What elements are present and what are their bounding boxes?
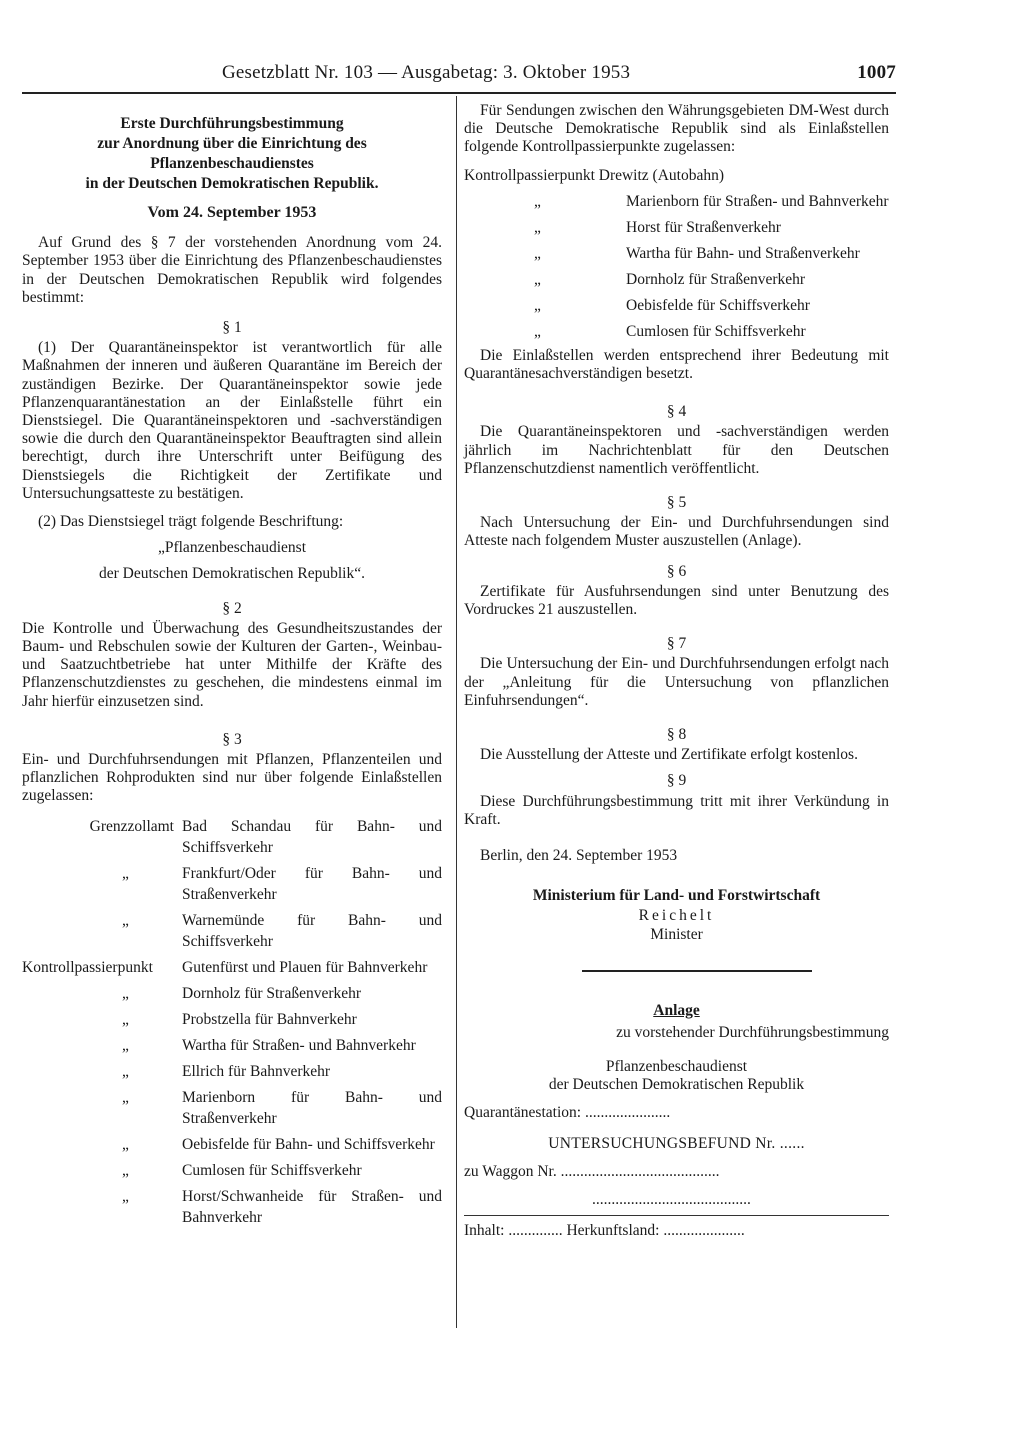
- intro-paragraph: Auf Grund des § 7 der vorstehenden Anordnung vom 24. September 1953 über die Einrichtung des Pflanzenbeschaudienstes in der Deutschen Demokratischen Republik wird folgendes bestimmt:: [22, 234, 442, 306]
- section-6-heading: § 6: [666, 562, 687, 580]
- list-item: [22, 1087, 442, 1129]
- entry-key: „: [122, 1036, 129, 1054]
- form-station-line: Quarantänestation: ......................: [464, 1104, 671, 1122]
- decree-date: Vom 24. September 1953: [147, 204, 317, 221]
- list-item: [22, 1035, 442, 1056]
- title-line: in der Deutschen Demokratischen Republik.: [85, 175, 379, 192]
- entry-value: Gutenfürst und Plauen für Bahnverkehr: [182, 958, 428, 976]
- column-divider: [456, 96, 457, 1328]
- list-item: [22, 910, 442, 952]
- form-header-line: Pflanzenbeschaudienst: [605, 1058, 748, 1076]
- form-inhalt-line: Inhalt: .............. Herkunftsland: .....................: [464, 1222, 745, 1240]
- section-9-text: Diese Durchführungsbestimmung tritt mit ihrer Verkündung in Kraft.: [464, 792, 889, 828]
- entry-value: Cumlosen für Schiffsverkehr: [626, 322, 806, 340]
- section-8-heading: § 8: [666, 726, 687, 744]
- entry-value: Probstzella für Bahnverkehr: [182, 1010, 357, 1028]
- entry-key: „: [122, 1135, 129, 1153]
- form-continuation-line: .........................................: [592, 1190, 751, 1208]
- title-line: Pflanzenbeschaudienstes: [150, 155, 314, 172]
- signer-name: Reichelt: [638, 907, 715, 925]
- entry-key: „: [534, 192, 541, 210]
- section-2-heading: § 2: [222, 599, 242, 617]
- entry-key: „: [122, 1062, 129, 1080]
- signature-rule: [582, 970, 812, 972]
- section-6-text: Zertifikate für Ausfuhrsendungen sind unter Benutzung des Vordruckes 21 auszustellen.: [464, 582, 889, 619]
- list-item: [464, 269, 889, 290]
- entry-value: Horst/Schwanheide für Straßen- und Bahnverkehr: [182, 1187, 442, 1226]
- form-befund-line: UNTERSUCHUNGSBEFUND Nr. ......: [548, 1134, 805, 1152]
- entry-key: „: [122, 864, 129, 882]
- entry-key: „: [122, 1088, 129, 1106]
- seal-line-1: „Pflanzenbeschaudienst: [157, 539, 307, 557]
- form-rule: [464, 1215, 889, 1216]
- list-item: [22, 957, 442, 978]
- ministry-name: Ministerium für Land- und Forstwirtschaft: [532, 887, 821, 905]
- first-checkpoint-entry: Kontrollpassierpunkt Drewitz (Autobahn): [464, 166, 724, 184]
- entry-key: „: [122, 1161, 129, 1179]
- section-1-heading: § 1: [222, 319, 242, 337]
- entry-value: Dornholz für Straßenverkehr: [182, 984, 362, 1002]
- annex-subtitle: zu vorstehender Durchführungsbestimmung: [616, 1024, 889, 1042]
- entry-value: Cumlosen für Schiffsverkehr: [182, 1161, 362, 1179]
- section-4-heading: § 4: [666, 403, 687, 421]
- form-header-line: der Deutschen Demokratischen Republik: [548, 1076, 805, 1094]
- entry-value: Oebisfelde für Schiffsverkehr: [626, 296, 810, 314]
- entry-key: „: [534, 296, 541, 314]
- list-item: [22, 816, 442, 858]
- entry-value: Oebisfelde für Bahn- und Schiffsverkehr: [182, 1135, 435, 1153]
- section-1-paragraph-2: (2) Das Dienstsiegel trägt folgende Beschriftung:: [38, 513, 344, 531]
- signer-role: Minister: [650, 925, 703, 943]
- annex-title: Anlage: [653, 1001, 700, 1019]
- form-waggon-line: zu Waggon Nr. .........................................: [464, 1162, 720, 1180]
- entry-key: „: [534, 270, 541, 288]
- entry-value: Warnemünde für Bahn- und Schiffsverkehr: [182, 911, 442, 950]
- entry-value: Dornholz für Straßenverkehr: [626, 270, 806, 288]
- list-item: [464, 191, 889, 212]
- entry-value: Marienborn für Straßen- und Bahnverkehr: [626, 192, 889, 210]
- list-item: [464, 321, 889, 342]
- section-2-text: Die Kontrolle und Überwachung des Gesundheitszustandes der Baum- und Rebschulen sowie der Kulturen der Garten-, Weinbau- und Saatzuchtbetriebe hat unter Mithilfe der Kräfte des Pflanzenschutzdienstes zu geschehen, die mindestens einmal im Jahr hierfür einzusetzen sind.: [22, 619, 442, 710]
- staffing-paragraph: Die Einlaßstellen werden entsprechend ihrer Bedeutung mit Quarantänesachverständigen besetzt.: [464, 346, 889, 383]
- section-5-text: Nach Untersuchung der Ein- und Durchfuhrsendungen sind Atteste nach folgendem Muster auszustellen (Anlage).: [464, 514, 889, 550]
- section-4-text: Die Quarantäneinspektoren und -sachverständigen werden jährlich im Nachrichtenblatt für den Deutschen Pflanzenschutzdienst namentlich veröffentlicht.: [464, 423, 889, 477]
- right-intro-paragraph: Für Sendungen zwischen den Währungsgebieten DM-West durch die Deutsche Demokratische Republik sind als Einlaßstellen folgende Kontrollpassierpunkte zugelassen:: [464, 102, 889, 156]
- form-header: [464, 1058, 889, 1094]
- entry-key: „: [122, 1010, 129, 1028]
- section-3-text: Ein- und Durchfuhrsendungen mit Pflanzen, Pflanzenteilen und pflanzlichen Rohprodukten sind nur über folgende Einlaßstellen zugelassen:: [22, 751, 442, 805]
- list-item: [22, 863, 442, 905]
- list-item: [22, 1134, 442, 1155]
- entry-key: „: [534, 218, 541, 236]
- entry-key: „: [122, 911, 129, 929]
- page-header: [22, 58, 894, 92]
- left-column: [22, 114, 442, 1233]
- page-number: 1007: [857, 62, 896, 83]
- entry-value: Ellrich für Bahnverkehr: [182, 1062, 331, 1080]
- entry-key: Kontrollpassierpunkt: [22, 958, 153, 976]
- list-item: [464, 217, 889, 238]
- entry-value: Marienborn für Bahn- und Straßenverkehr: [182, 1088, 442, 1127]
- list-item: [22, 1186, 442, 1228]
- right-column: [464, 102, 889, 1240]
- title-line: zur Anordnung über die Einrichtung des: [97, 135, 367, 152]
- section-1-paragraph-1: (1) Der Quarantäneinspektor ist verantwortlich für alle Maßnahmen der inneren und äußeren Quarantäne im Bereich der zuständigen Bezirke. Der Quarantäneinspektor sowie jede Pflanzenquarantänestation an der Einlaßstelle führt ein Dienstsiegel. Die Quarantäneinspektoren und -sachverständigen sowie die durch den Quarantäneinspektor Beauftragten sind allein berechtigt, durch ihre Unterschrift unter Beifügung des Dienstsiegels die Richtigkeit der Zertifikate und Untersuchungsatteste zu bestätigen.: [22, 339, 442, 502]
- title-line: Erste Durchführungsbestimmung: [120, 115, 344, 132]
- entry-key: „: [534, 244, 541, 262]
- section-7-text: Die Untersuchung der Ein- und Durchfuhrsendungen erfolgt nach der „Anleitung für die Untersuchung von pflanzlichen Einfuhrsendungen“.: [464, 655, 889, 709]
- entry-value: Horst für Straßenverkehr: [626, 218, 781, 236]
- entry-value: Wartha für Straßen- und Bahnverkehr: [182, 1036, 416, 1054]
- list-item: [22, 1009, 442, 1030]
- section-7-heading: § 7: [666, 635, 687, 653]
- signature-block: [464, 887, 889, 944]
- list-item: [22, 983, 442, 1004]
- entry-value: Bad Schandau für Bahn- und Schiffsverkehr: [182, 817, 442, 856]
- place-date: Berlin, den 24. September 1953: [480, 847, 678, 865]
- list-item: [22, 1061, 442, 1082]
- section-8-text: Die Ausstellung der Atteste und Zertifikate erfolgt kostenlos.: [480, 746, 858, 764]
- entry-value: Wartha für Bahn- und Straßenverkehr: [626, 244, 860, 262]
- entry-value: Frankfurt/Oder für Bahn- und Straßenverkehr: [182, 864, 442, 903]
- section-9-heading: § 9: [666, 772, 687, 790]
- entry-key: „: [122, 1187, 129, 1205]
- entry-key: „: [534, 322, 541, 340]
- header-rule: [22, 92, 896, 94]
- section-5-heading: § 5: [666, 494, 687, 512]
- seal-line-2: der Deutschen Demokratischen Republik“.: [99, 565, 365, 583]
- list-item: [464, 295, 889, 316]
- entry-key: Grenzzollamt: [89, 817, 174, 835]
- list-item: [22, 1160, 442, 1181]
- list-item: [464, 243, 889, 264]
- entry-key: „: [122, 984, 129, 1002]
- running-title: Gesetzblatt Nr. 103 — Ausgabetag: 3. Oktober 1953: [222, 62, 631, 83]
- section-3-heading: § 3: [222, 730, 242, 748]
